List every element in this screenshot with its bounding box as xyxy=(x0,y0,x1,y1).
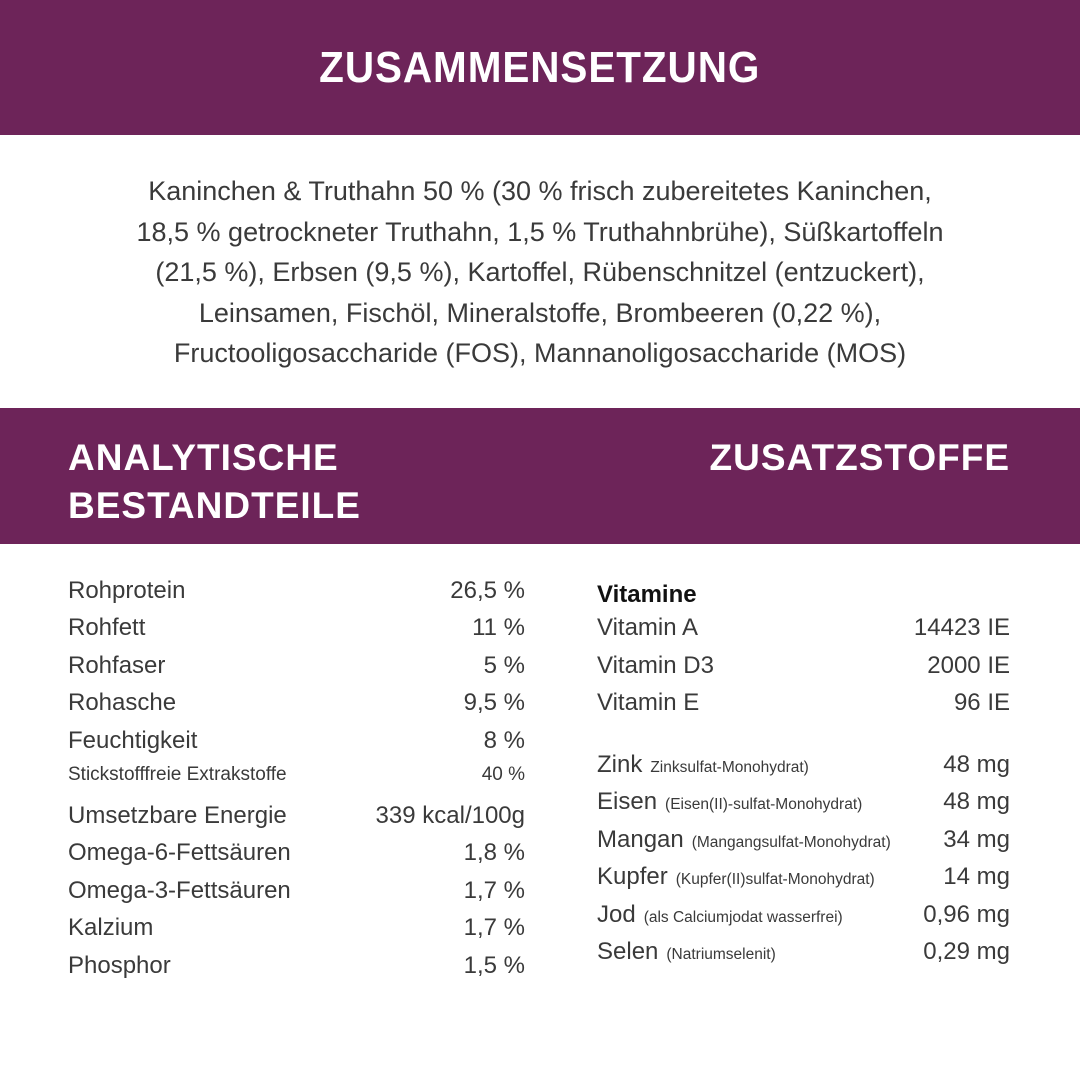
row-label: Umsetzbare Energie xyxy=(68,801,287,829)
analytical-row xyxy=(68,914,525,952)
mineral-source-note: (als Calciumjodat wasserfrei) xyxy=(643,908,843,926)
row-label: Rohfett xyxy=(68,614,146,641)
row-value: 339 kcal/100g xyxy=(375,801,525,829)
vitamins-minerals-gap xyxy=(597,727,1010,751)
row-label: Kalzium xyxy=(68,914,154,941)
ingredients-line: (21,5 %), Erbsen (9,5 %), Kartoffel, Rübenschnitzel (entzuckert), xyxy=(155,257,925,287)
mineral-row xyxy=(597,751,1010,789)
row-value: 0,29 mg xyxy=(923,938,1010,965)
additives-table xyxy=(597,577,1010,990)
row-value: 0,96 mg xyxy=(923,900,1010,928)
row-value: 40 % xyxy=(481,764,525,785)
mineral-row xyxy=(597,788,1010,826)
row-value: 1,8 % xyxy=(463,839,525,866)
analytical-row xyxy=(68,689,525,727)
composition-title: ZUSAMMENSETZUNG xyxy=(319,42,761,92)
mineral-row xyxy=(597,826,1010,864)
row-label: Jod xyxy=(597,900,636,928)
analytical-heading-line1: ANALYTISCHE xyxy=(68,436,339,478)
row-value: 48 mg xyxy=(943,788,1010,815)
mineral-source-note: (Kupfer(II)sulfat-Monohydrat) xyxy=(675,871,875,888)
vitamin-row xyxy=(597,614,1010,652)
ingredients-line: 18,5 % getrockneter Truthahn, 1,5 % Truthahnbrühe), Süßkartoffeln xyxy=(136,216,944,247)
row-label: Stickstofffreie Extrakstoffe xyxy=(68,764,287,785)
analytical-row xyxy=(68,764,525,802)
vitamin-row xyxy=(597,652,1010,690)
row-label: Zink xyxy=(597,750,643,778)
vitamin-row xyxy=(597,689,1010,727)
mineral-source-note: (Natriumselenit) xyxy=(666,946,776,963)
row-label: Feuchtigkeit xyxy=(68,726,198,754)
row-value: 2000 IE xyxy=(927,651,1010,679)
analytical-heading-line2: BESTANDTEILE xyxy=(68,484,361,526)
ingredients-line: Leinsamen, Fischöl, Mineralstoffe, Brombeeren (0,22 %), xyxy=(198,297,882,328)
row-value: 34 mg xyxy=(943,825,1010,853)
row-value: 96 IE xyxy=(953,689,1010,716)
ingredients-paragraph xyxy=(0,135,1080,374)
row-label: Eisen xyxy=(597,788,658,815)
row-value: 48 mg xyxy=(943,750,1010,778)
analytical-row xyxy=(68,802,525,840)
nutrition-tables xyxy=(0,544,1080,990)
analytical-row xyxy=(68,614,525,652)
row-label: Kupfer xyxy=(597,863,668,890)
vitamins-group-header: Vitamine xyxy=(597,581,697,609)
row-value: 14 mg xyxy=(943,863,1010,890)
row-label: Vitamin E xyxy=(597,689,700,716)
section-header-banner xyxy=(0,408,1080,544)
analytical-row xyxy=(68,577,525,615)
row-label: Mangan xyxy=(597,825,684,853)
row-label: Rohasche xyxy=(68,689,177,716)
row-value: 14423 IE xyxy=(913,614,1010,641)
row-label: Phosphor xyxy=(68,951,171,979)
ingredients-line: Fructooligosaccharide (FOS), Mannanoligosaccharide (MOS) xyxy=(173,338,907,368)
row-label: Omega-6-Fettsäuren xyxy=(68,839,291,866)
mineral-row xyxy=(597,901,1010,939)
additives-heading: ZUSATZSTOFFE xyxy=(709,436,1010,478)
row-label: Omega-3-Fettsäuren xyxy=(68,876,291,904)
mineral-source-note: (Eisen(II)-sulfat-Monohydrat) xyxy=(665,796,863,813)
row-label: Rohfaser xyxy=(68,651,166,679)
row-label: Vitamin A xyxy=(597,614,698,641)
row-value: 11 % xyxy=(472,614,525,641)
ingredients-line: Kaninchen & Truthahn 50 % (30 % frisch zubereitetes Kaninchen, xyxy=(148,176,932,206)
analytical-components-heading xyxy=(68,434,361,544)
analytical-row xyxy=(68,877,525,915)
row-value: 9,5 % xyxy=(463,689,525,716)
row-value: 1,7 % xyxy=(463,914,525,941)
analytical-table xyxy=(68,577,525,990)
mineral-source-note: (Mangangsulfat-Monohydrat) xyxy=(691,833,891,851)
row-value: 8 % xyxy=(483,726,525,754)
row-value: 5 % xyxy=(483,651,525,679)
row-label: Rohprotein xyxy=(68,576,186,604)
analytical-row xyxy=(68,727,525,765)
composition-banner xyxy=(0,0,1080,135)
analytical-row xyxy=(68,839,525,877)
mineral-source-note: Zinksulfat-Monohydrat) xyxy=(650,758,809,776)
mineral-row xyxy=(597,863,1010,901)
mineral-row xyxy=(597,938,1010,976)
row-label: Vitamin D3 xyxy=(597,651,714,679)
row-value: 1,7 % xyxy=(463,876,525,904)
analytical-row xyxy=(68,952,525,990)
row-value: 1,5 % xyxy=(463,951,525,979)
analytical-row xyxy=(68,652,525,690)
row-value: 26,5 % xyxy=(450,576,525,604)
row-label: Selen xyxy=(597,938,659,965)
